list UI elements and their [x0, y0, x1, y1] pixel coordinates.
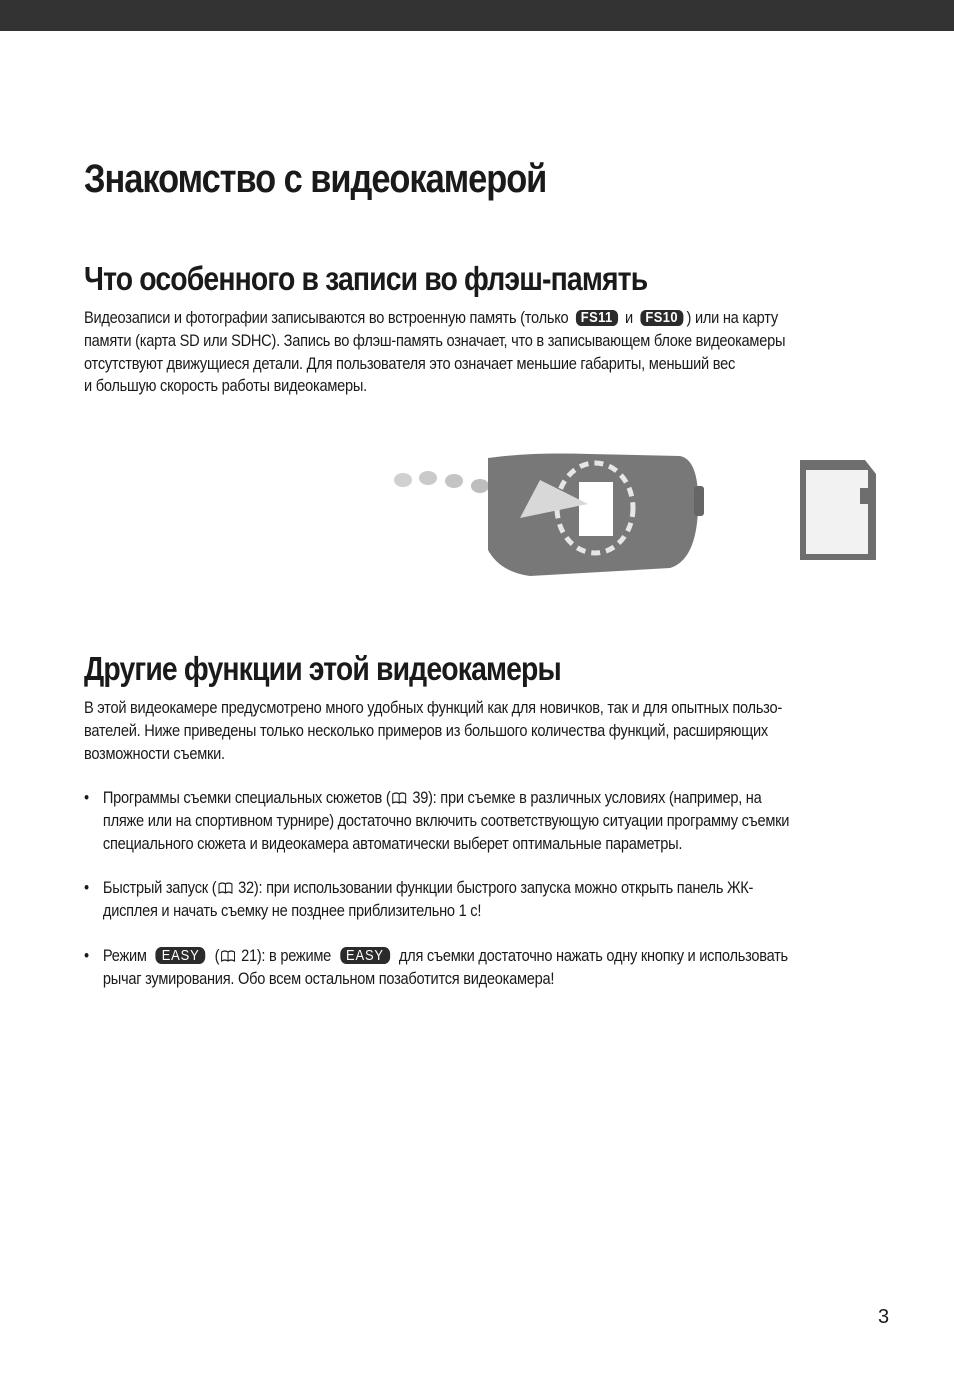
text-line: дисплея и начать съемку не позднее приблизительно 1 с! [102, 901, 482, 921]
bullet-dot: • [84, 878, 89, 898]
text-run: 39): при съемке в различных условиях (например, на [412, 788, 762, 807]
book-icon [392, 792, 407, 804]
page-title: Знакомство с видеокамерой [84, 157, 547, 201]
list-item [84, 787, 892, 855]
easy-badge: EASY [340, 947, 390, 964]
book-icon [221, 950, 236, 962]
text-line: рычаг зумирования. Обо всем остальном позаботится видеокамера! [102, 968, 555, 988]
bullet-dot: • [84, 788, 89, 807]
text-line: отсутствуют движущиеся детали. Для пользователя это означает меньшие габариты, меньший вес [84, 353, 735, 373]
text-run: Режим [102, 945, 147, 965]
fs11-badge: FS11 [576, 310, 618, 326]
list-item [84, 945, 892, 991]
features-list [84, 787, 892, 991]
text-line: и большую скорость работы видеокамеры. [84, 376, 367, 396]
flash-paragraph [84, 307, 892, 398]
text-run: 21): в режиме [241, 945, 332, 965]
section-heading-features: Другие функции этой видеокамеры [84, 650, 561, 687]
text-run: 32): при использовании функции быстрого запуска можно открыть панель ЖК- [238, 878, 754, 898]
page-number: 3 [878, 1306, 890, 1328]
header-bar [0, 0, 954, 31]
list-item [84, 877, 892, 923]
features-intro [84, 697, 892, 765]
text-line: В этой видеокамере предусмотрено много удобных функций как для новичков, так и для опытных пользо- [84, 698, 782, 717]
text-line: специального сюжета и видеокамера автоматически выберет оптимальные параметры. [102, 833, 683, 853]
fs10-badge: FS10 [640, 310, 683, 326]
text-run: Быстрый запуск ( [102, 878, 217, 898]
text-run: для съемки достаточно нажать одну кнопку и использовать [398, 945, 788, 965]
flash-memory-illustration [390, 440, 890, 580]
text-line: возможности съемки. [84, 743, 225, 763]
text-line: вателей. Ниже приведены только несколько примеров из большого количества функций, расширяющих [84, 720, 768, 740]
sd-card-icon [800, 460, 876, 560]
section-heading-flash: Что особенного в записи во флэш-память [84, 260, 648, 297]
text-line: пляже или на спортивном турнире) достаточно включить соответствующую ситуации программу съемки [102, 810, 790, 830]
text-run: ( [214, 945, 220, 965]
text-line: памяти (карта SD или SDHC). Запись во флэш-память означает, что в записывающем блоке видеокамеры [84, 330, 786, 350]
text-run: Видеозаписи и фотографии записываются во встроенную память (только [84, 308, 569, 327]
easy-badge: EASY [156, 947, 206, 964]
text-run: и [625, 308, 633, 327]
bullet-dot: • [84, 945, 89, 965]
book-icon [218, 882, 233, 894]
text-run: ) или на карту [686, 308, 778, 327]
text-run: Программы съемки специальных сюжетов ( [102, 788, 391, 807]
